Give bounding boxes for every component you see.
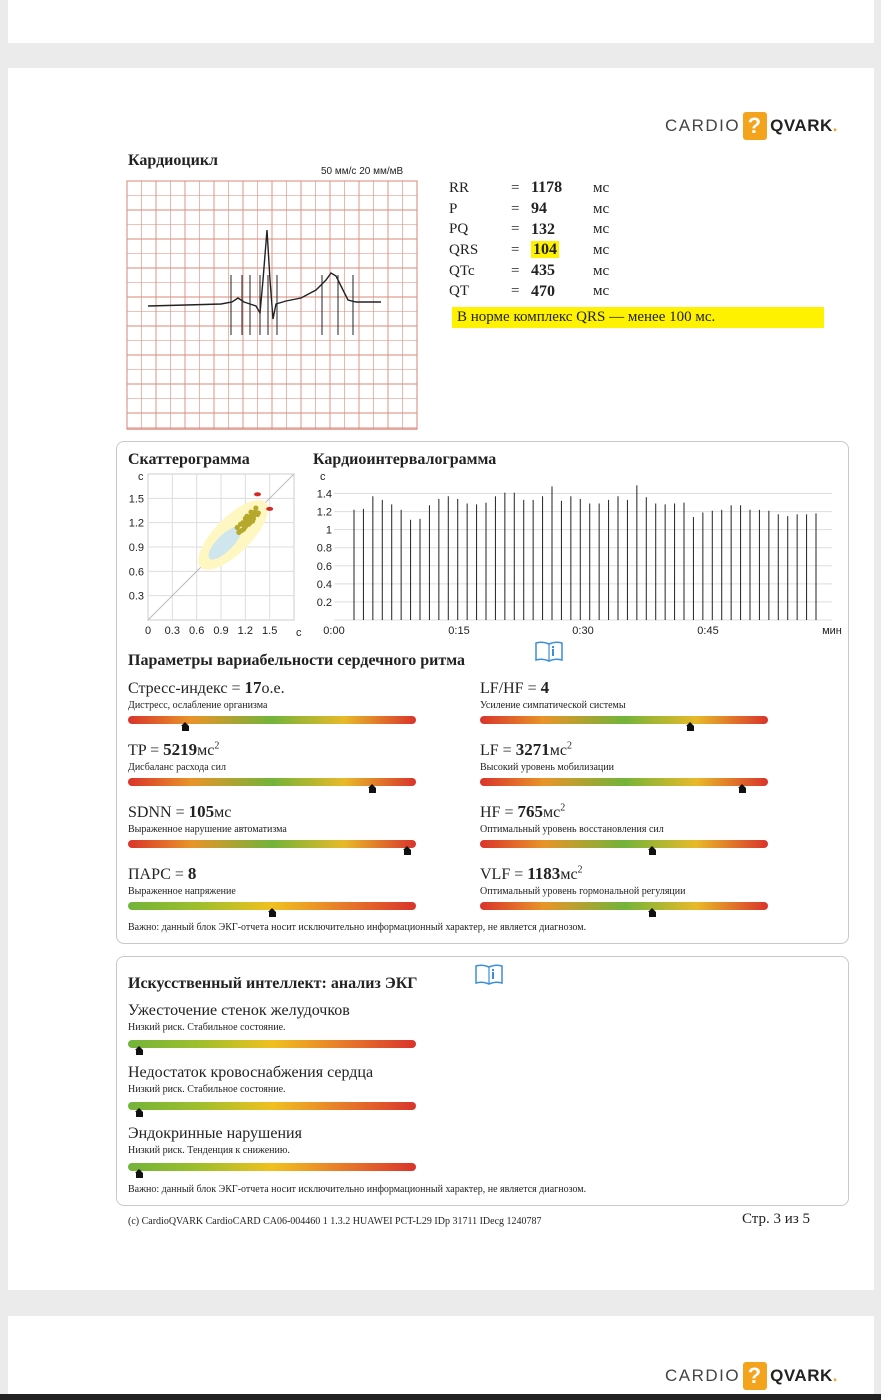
param-row-qrs: [449, 240, 633, 261]
interval-x-tick: 0:15: [448, 625, 470, 637]
scatter-y-unit: с: [138, 471, 144, 483]
hrv-item: [128, 678, 285, 711]
scatter-x-tick: 0.9: [213, 625, 229, 637]
scatter-point: [248, 510, 253, 515]
scatter-y-tick: 0.6: [128, 566, 144, 579]
hrv-item-unit: мс: [549, 742, 567, 759]
previous-page-bottom: [8, 0, 874, 43]
hrv-item-title: LF = $3271мс^2$: [480, 740, 572, 759]
hrv-item-description: Дистресс, ослабление организма: [128, 700, 268, 711]
ecg-scale-label: 50 мм/с 20 мм/мВ: [321, 166, 404, 177]
hrv-scale-bar: [480, 840, 768, 848]
hrv-item: [480, 740, 614, 773]
param-unit: мс: [593, 221, 610, 238]
logo-question-icon: ?: [743, 112, 767, 140]
param-row-pq: [449, 219, 633, 240]
param-equals: =: [511, 200, 520, 217]
cardiointervalogram-chart: [310, 468, 850, 640]
scatter-y-tick: 0.9: [128, 542, 144, 554]
interval-x-tick: 0:00: [323, 625, 345, 637]
param-row-qt: [449, 281, 633, 302]
qrs-norm-note: В норме комплекс QRS — менее 100 мс.: [452, 307, 824, 328]
hrv-item-description: Дисбаланс расхода сил: [128, 762, 226, 773]
logo-word-qvark: QVARK: [770, 116, 833, 135]
param-name: QT: [449, 283, 469, 300]
cardiocycle-title: Кардиоцикл: [128, 152, 219, 169]
hrv-item-label: HF =: [480, 804, 514, 821]
hrv-item-value: 5219: [163, 740, 198, 759]
logo-word-qvark: QVARK: [770, 1366, 833, 1385]
scatter-point: [256, 510, 261, 515]
ai-risk-bar: [128, 1040, 416, 1048]
hrv-item-unit: мс: [197, 742, 215, 759]
hrv-item-title: [480, 678, 626, 698]
param-row-qtc: [449, 261, 633, 282]
device-info: (c) CardioQVARK CardioCARD CA06-004460 1 1.3.2 HUAWEI PCT-L29 IDp 31711 IDecg 1240787: [128, 1216, 542, 1227]
hrv-scale-marker: [268, 908, 277, 917]
hrv-item-label: LF =: [480, 742, 512, 759]
hrv-item-label: ПАРС =: [128, 866, 184, 883]
logo-dot: .: [832, 1366, 839, 1385]
scatter-outlier-point: [254, 492, 261, 496]
hrv-item-label: LF/HF =: [480, 680, 537, 697]
scatter-y-tick: 1.5: [128, 493, 144, 506]
scatter-x-tick: 0: [144, 625, 152, 637]
hrv-scale-marker: [403, 846, 412, 855]
interval-title: Кардиоинтервалограмма: [313, 451, 497, 468]
hrv-item: [480, 802, 664, 835]
scatter-x-tick: 0.3: [164, 625, 180, 637]
ecg-cardiocycle-grid: [126, 180, 418, 430]
info-book-icon[interactable]: [474, 963, 504, 985]
param-name: QTc: [449, 262, 475, 279]
param-name: P: [449, 200, 458, 217]
scatter-x-tick: 0.6: [189, 625, 205, 637]
hrv-item-unit: мс: [542, 804, 561, 821]
hrv-item-value: 105: [188, 802, 215, 821]
param-value: 132: [531, 220, 555, 238]
hrv-scale-bar: [480, 716, 768, 724]
scatter-point: [245, 514, 250, 519]
hrv-scale-marker: [181, 722, 190, 731]
param-equals: =: [511, 221, 520, 238]
hrv-item: [480, 864, 685, 897]
ai-item-title: Ужесточение стенок желудочков: [128, 1002, 350, 1019]
hrv-title: Параметры вариабельности сердечного ритма: [128, 652, 466, 669]
ai-item: [128, 1064, 373, 1095]
hrv-item-description: Высокий уровень мобилизации: [480, 762, 614, 773]
interval-y-tick: 0.4: [316, 578, 332, 591]
param-unit: мс: [593, 283, 610, 300]
hrv-item-value: 17: [244, 678, 262, 697]
interval-x-tick: 0:30: [572, 625, 594, 637]
interval-y-tick: 1.2: [316, 506, 332, 519]
hrv-scale-marker: [368, 784, 377, 793]
hrv-item-title: VLF = $1183мс^2$: [480, 864, 583, 883]
scatter-y-tick: 0.3: [128, 590, 144, 603]
hrv-scale-bar: [128, 840, 416, 848]
scatter-x-tick: 1.2: [237, 625, 253, 637]
hrv-item-label: Стресс-индекс =: [128, 680, 241, 697]
hrv-item-title: [128, 864, 236, 884]
param-row-rr: [449, 178, 633, 199]
scatter-point: [236, 530, 241, 535]
interval-x-tick: 0:45: [697, 625, 719, 637]
logo-question-icon: ?: [743, 1362, 767, 1390]
ai-risk-bar: [128, 1163, 416, 1171]
scatter-x-tick: 1.5: [262, 625, 278, 637]
hrv-item-label: VLF =: [480, 866, 524, 883]
param-value: 470: [531, 282, 555, 300]
hrv-scale-marker: [686, 722, 695, 731]
scatter-title: Скаттерограмма: [128, 451, 250, 468]
param-unit: мс: [593, 241, 610, 258]
info-book-icon[interactable]: [534, 640, 564, 662]
interval-x-unit: мин: [822, 625, 842, 637]
logo-word-cardio: CARDIO: [665, 116, 741, 135]
hrv-item-unit: мс: [560, 866, 578, 883]
hrv-item-title: [128, 678, 285, 698]
interval-y-unit: с: [320, 471, 326, 483]
param-value: 1178: [531, 179, 563, 197]
hrv-item: [128, 864, 236, 897]
param-unit: мс: [593, 179, 610, 196]
param-unit: мс: [593, 262, 610, 279]
scatter-outlier-point: [266, 507, 273, 511]
hrv-item-description: Оптимальный уровень восстановления сил: [480, 824, 664, 835]
hrv-item-value: 8: [187, 864, 197, 883]
hrv-item-title: HF = $765мс^2$: [480, 802, 566, 821]
hrv-item-description: Оптимальный уровень гормональной регуляции: [480, 886, 686, 897]
hrv-item-value: 765: [517, 802, 543, 821]
ai-item-description: Низкий риск. Тенденция к снижению.: [128, 1145, 290, 1156]
ai-item-description: Низкий риск. Стабильное состояние.: [128, 1022, 286, 1033]
hrv-item-description: Выраженное нарушение автоматизма: [128, 824, 287, 835]
interval-y-tick: 1: [325, 524, 332, 537]
param-equals: =: [511, 241, 520, 258]
scatter-point: [238, 522, 243, 527]
scatter-y-tick: 1.2: [128, 517, 144, 530]
cardioqvark-logo-next-page: [665, 1362, 839, 1390]
hrv-item-label: TP =: [128, 742, 160, 759]
param-name: RR: [449, 179, 470, 196]
hrv-item: [128, 802, 287, 835]
hrv-scale-marker: [648, 908, 657, 917]
param-name: QRS: [449, 241, 479, 258]
param-row-p: [449, 199, 633, 220]
interval-y-tick: 0.8: [316, 542, 332, 555]
logo-word-cardio: CARDIO: [665, 1366, 741, 1385]
ai-item: [128, 1125, 302, 1156]
param-name: PQ: [449, 221, 469, 238]
interval-y-tick: 0.6: [316, 560, 332, 573]
ai-item-title: Эндокринные нарушения: [128, 1125, 302, 1142]
hrv-item-description: Выраженное напряжение: [128, 886, 236, 897]
hrv-item-title: [128, 802, 287, 822]
hrv-item-title: TP = $5219мс^2$: [128, 740, 220, 759]
interval-y-tick: 1.4: [316, 488, 332, 501]
hrv-item: [128, 740, 226, 773]
cardioqvark-logo: [665, 112, 839, 140]
hrv-scale-bar: [480, 902, 768, 910]
param-equals: =: [511, 179, 520, 196]
ecg-parameters-table: [449, 178, 633, 302]
bottom-navigation-bar: [0, 1394, 881, 1400]
hrv-item-unit: о.е.: [261, 680, 285, 697]
scattergram-chart: [122, 468, 302, 640]
hrv-scale-bar: [128, 716, 416, 724]
scatter-x-unit: с: [296, 627, 302, 639]
ai-item-description: Низкий риск. Стабильное состояние.: [128, 1084, 286, 1095]
ai-risk-marker: [135, 1046, 144, 1055]
ai-title: Искусственный интеллект: анализ ЭКГ: [128, 975, 418, 992]
param-value: 94: [531, 200, 547, 218]
hrv-item-unit: мс: [214, 804, 232, 821]
hrv-item-description: Усиление симпатической системы: [480, 700, 626, 711]
ai-risk-marker: [135, 1108, 144, 1117]
param-value: 435: [531, 262, 555, 280]
hrv-item-value: 4: [540, 678, 550, 697]
hrv-scale-marker: [648, 846, 657, 855]
hrv-scale-bar: [480, 778, 768, 786]
hrv-scale-marker: [738, 784, 747, 793]
ai-item-title: Недостаток кровоснабжения сердца: [128, 1064, 374, 1081]
logo-dot: .: [832, 116, 839, 135]
hrv-item-label: SDNN =: [128, 804, 185, 821]
scatter-point: [250, 518, 255, 523]
param-equals: =: [511, 262, 520, 279]
param-unit: мс: [593, 200, 610, 217]
ai-risk-marker: [135, 1169, 144, 1178]
hrv-item-value: 1183: [527, 864, 561, 883]
interval-y-tick: 0.2: [316, 596, 332, 609]
param-value: 104: [533, 241, 557, 259]
ai-disclaimer: Важно: данный блок ЭКГ-отчета носит исключительно информационный характер, не является диагнозом.: [128, 1184, 587, 1195]
page-number: Стр. 3 из 5: [742, 1211, 810, 1227]
ai-item: [128, 1002, 350, 1033]
scatter-point: [253, 505, 258, 510]
hrv-disclaimer: Важно: данный блок ЭКГ-отчета носит исключительно информационный характер, не является диагнозом.: [128, 922, 587, 933]
hrv-item: [480, 678, 626, 711]
ai-risk-bar: [128, 1102, 416, 1110]
param-equals: =: [511, 283, 520, 300]
hrv-item-value: 3271: [515, 740, 550, 759]
